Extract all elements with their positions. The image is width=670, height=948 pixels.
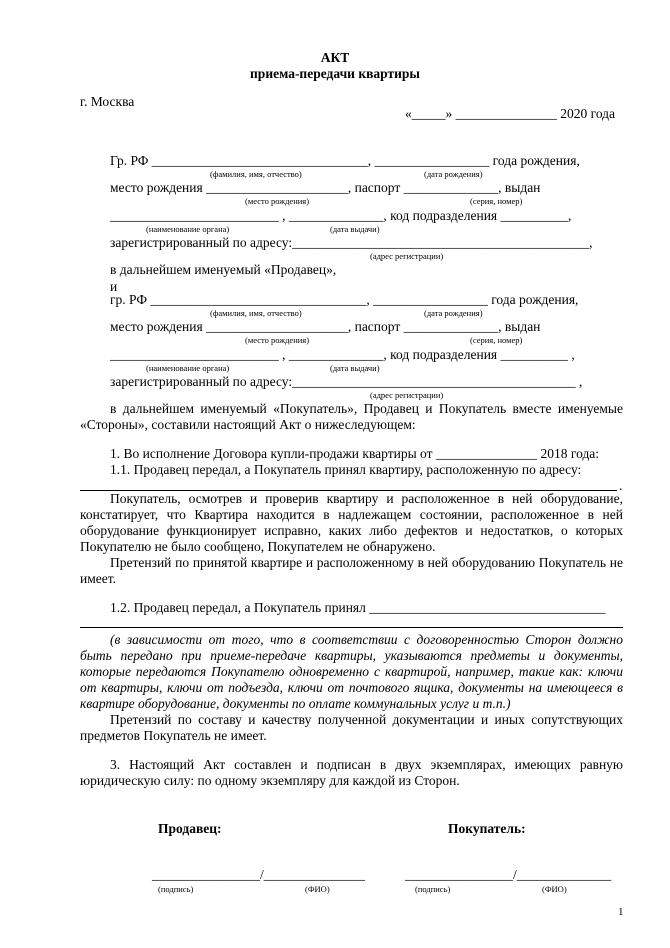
section-1-1-heading: 1.1. Продавец передал, а Покупатель принял квартиру, расположенную по адресу: [110, 462, 582, 477]
seller-sign-caption: (подпись) [158, 884, 194, 894]
act-date: «_____» _______________ 2020 года [405, 106, 616, 121]
seller-caption-issuer: (наименование органа) [146, 224, 230, 234]
buyer-caption-issuer: (наименование органа) [146, 363, 230, 373]
buyer-caption-issue-date: (дата выдачи) [330, 363, 380, 373]
seller-fio-caption: (ФИО) [305, 884, 330, 894]
buyer-line-2: место рождения _____________________, паспорт ______________, выдан [110, 319, 541, 334]
seller-line-4: зарегистрированный по адресу:____________________________________________, [110, 235, 593, 250]
apartment-claims-paragraph: Претензий по принятой квартире и расположенному в ней оборудованию Покупатель не имеет. [80, 555, 623, 586]
buyer-line-4: зарегистрированный по адресу:__________________________________________ , [110, 374, 583, 389]
seller-caption-issue-date: (дата выдачи) [330, 224, 380, 234]
seller-signature-line: ________________/_______________ [152, 867, 366, 882]
buyer-signature-label: Покупатель: [448, 821, 526, 836]
buyer-signature-line: ________________/______________ [405, 867, 612, 882]
inspection-paragraph: Покупатель, осмотрев и проверив квартиру и расположенное в ней оборудование, констатирует, что Квартира находится в надлежащем состоянии, расположенное в ней оборудование функционирует исправно, каких либо дефектов и недостатков, о которых Покупателю не было сообщено, Покупателем не обнаружено. [80, 491, 623, 554]
buyer-sign-caption: (подпись) [415, 884, 451, 894]
seller-caption-dob: (дата рождения) [424, 169, 483, 179]
and-text: и [110, 279, 118, 294]
doc-subtitle: приема-передачи квартиры [250, 66, 420, 81]
seller-signature-label: Продавец: [158, 821, 222, 836]
items-note: (в зависимости от того, что в соответствии с договоренностью Сторон должно быть передано при приеме-передаче квартиры, указываются предметы и документы, которые передаются Покупателю одновременно с квартирой, например, такие как: ключи от квартиры, ключи от подъезда, ключи от почтового ящика, документы на имеющееся в квартире оборудование, документы по оплате коммунальных услуг и т.п.) [80, 632, 623, 711]
address-line-end: . [619, 478, 623, 493]
seller-line-3: _________________________ , ______________, код подразделения __________, [110, 208, 572, 223]
seller-caption-address: (адрес регистрации) [370, 251, 444, 261]
items-blank-line [80, 627, 623, 628]
section-1-heading: 1. Во исполнение Договора купли-продажи квартиры от _______________ 2018 года: [110, 446, 600, 461]
city: г. Москва [80, 94, 135, 109]
buyer-fio-caption: (ФИО) [542, 884, 567, 894]
section-3-paragraph: 3. Настоящий Акт составлен и подписан в двух экземплярах, имеющих равную юридическую силу: по одному экземпляру для каждой из Сторон. [80, 757, 623, 788]
seller-line-2: место рождения _____________________, паспорт ______________, выдан [110, 180, 541, 195]
page-number: 1 [618, 906, 624, 918]
seller-caption-birthplace: (место рождения) [245, 196, 310, 206]
seller-line-1: Гр. РФ ________________________________, _________________ года рождения, [110, 153, 580, 168]
buyer-line-1: гр. РФ ________________________________, _________________ года рождения, [110, 292, 579, 307]
buyer-caption-dob: (дата рождения) [424, 308, 483, 318]
buyer-caption-address: (адрес регистрации) [370, 390, 444, 400]
section-1-2-heading: 1.2. Продавец передал, а Покупатель принял ___________________________________ [110, 600, 606, 615]
seller-caption-fio: (фамилия, имя, отчество) [210, 169, 302, 179]
buyer-caption-birthplace: (место рождения) [245, 335, 310, 345]
buyer-caption-fio: (фамилия, имя, отчество) [210, 308, 302, 318]
seller-alias: в дальнейшем именуемый «Продавец», [110, 262, 337, 277]
buyer-line-3: _________________________ , ______________, код подразделения __________ , [110, 347, 575, 362]
intro-paragraph: в дальнейшем именуемый «Покупатель», Продавец и Покупатель вместе именуемые «Стороны», составили настоящий Акт о нижеследующем: [80, 401, 623, 432]
documents-claims-paragraph: Претензий по составу и качеству полученной документации и иных сопутствующих предметов Покупатель не имеет. [80, 712, 623, 743]
buyer-caption-passport: (серия, номер) [470, 335, 523, 345]
seller-caption-passport: (серия, номер) [470, 196, 523, 206]
doc-title: АКТ [320, 50, 350, 65]
